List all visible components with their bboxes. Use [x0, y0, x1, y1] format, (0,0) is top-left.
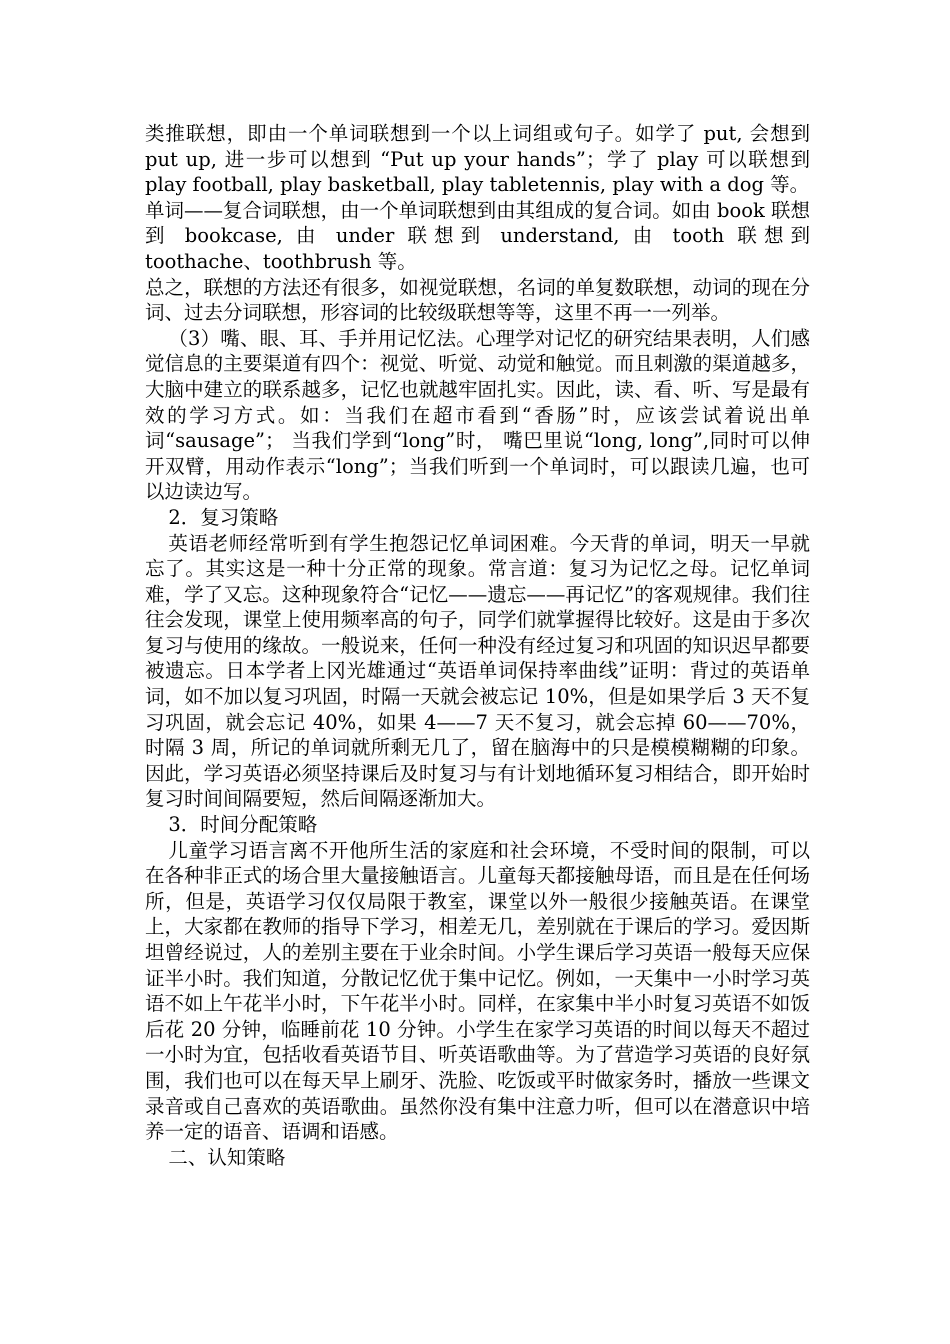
document-body — [145, 121, 810, 1170]
paragraph-time-strategy: 儿童学习语言离不开他所生活的家庭和社会环境，不受时间的限制，可以在各种非正式的场合里大量接触语言。儿童每天都接触母语，而且是在任何场所，但是，英语学习仅仅局限于教室，课堂以外一般很少接触英语。在课堂上，大家都在教师的指导下学习，相差无几，差别就在于课后的学习。爱因斯坦曾经说过，人的差别主要在于业余时间。小学生课后学习英语一般每天应保证半小时。我们知道，分散记忆优于集中记忆。例如，一天集中一小时学习英语不如上午花半小时，下午花半小时。同样，在家集中半小时复习英语不如饭后花 20 分钟，临睡前花 10 分钟。小学生在家学习英语的时间以每天不超过一小时为宜，包括收看英语节目、听英语歌曲等。为了营造学习英语的良好氛围，我们也可以在每天早上刷牙、洗脸、吃饭或平时做家务时，播放一些课文录音或自己喜欢的英语歌曲。虽然你没有集中注意力听，但可以在潜意识中培养一定的语音、语调和语感。 — [145, 838, 810, 1144]
paragraph-multi-sense-memory: （3）嘴、眼、耳、手并用记忆法。心理学对记忆的研究结果表明，人们感觉信息的主要渠道有四个：视觉、听觉、动觉和触觉。而且刺激的渠道越多，大脑中建立的联系越多，记忆也就越牢固扎实。因此，读、看、听、写是最有效的学习方式。如：当我们在超市看到“香肠”时，应该尝试着说出单词“sausage”； 当我们学到“long”时， 嘴巴里说“long, long”,同时可以伸开双臂，用动作表示“long”；当我们听到一个单词时，可以跟读几遍，也可以边读边写。 — [145, 326, 810, 504]
section-heading-time-strategy: 3．时间分配策略 — [168, 813, 318, 837]
paragraph-summary: 总之，联想的方法还有很多，如视觉联想，名词的单复数联想，动词的现在分词、过去分词联想，形容词的比较级联想等等，这里不再一一列举。 — [145, 275, 810, 325]
paragraph-review-strategy: 英语老师经常听到有学生抱怨记忆单词困难。今天背的单词，明天一早就忘了。其实这是一种十分正常的现象。常言道：复习为记忆之母。记忆单词难，学了又忘。这种现象符合“记忆——遗忘——再记忆”的客观规律。我们往往会发现，课堂上使用频率高的句子，同学们就掌握得比较好。这是由于多次复习与使用的缘故。一般说来，任何一种没有经过复习和巩固的知识迟早都要被遗忘。日本学者上冈光雄通过“英语单词保持率曲线”证明：背过的英语单词，如不加以复习巩固，时隔一天就会被忘记 10%，但是如果学后 3 天不复习巩固，就会忘记 40%，如果 4——7 天不复习，就会忘掉 60——70%，时隔 3 周，所记的单词就所剩无几了，留在脑海中的只是模模糊糊的印象。因此，学习英语必须坚持课后及时复习与有计划地循环复习相结合，即开始时复习时间间隔要短，然后间隔逐渐加大。 — [145, 531, 810, 811]
section-heading-review-strategy: 2．复习策略 — [168, 505, 279, 529]
section-heading-cognitive-strategy: 二、认知策略 — [168, 1145, 286, 1169]
paragraph-analogy-association: 类推联想，即由一个单词联想到一个以上词组或句子。如学了 put, 会想到 put up, 进一步可以想到 “Put up your hands”；学了 play 可以联想到 play football, play basketball, play tabletennis, play with a dog 等。 — [145, 122, 810, 197]
paragraph-compound-word-association: 单词——复合词联想，由一个单词联想到由其组成的复合词。如由 book 联想到 bookcase, 由 under 联想到 understand, 由 tooth 联想到 toothache、toothbrush 等。 — [145, 198, 810, 273]
